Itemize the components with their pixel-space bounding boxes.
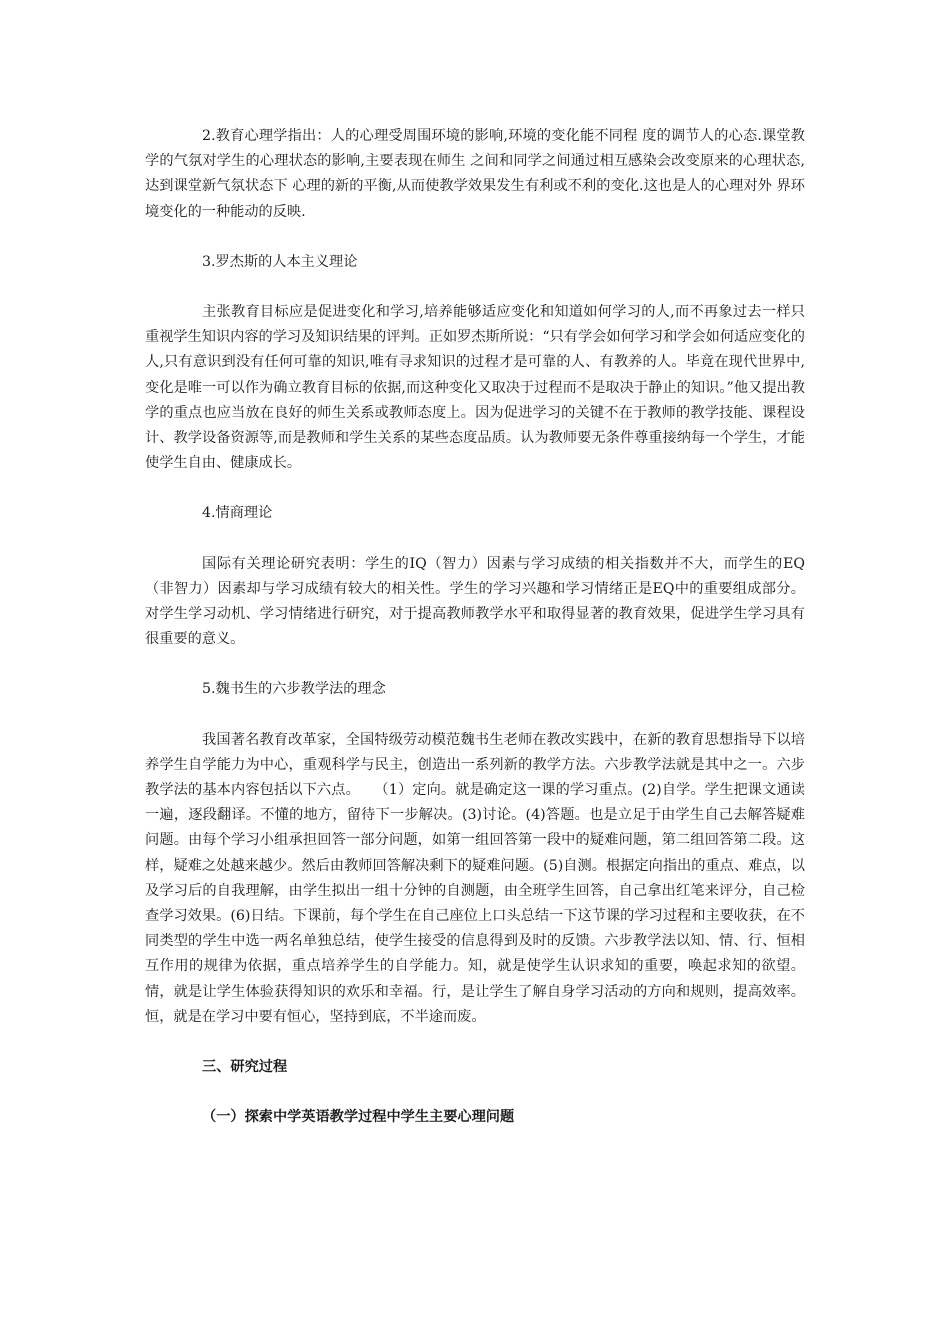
heading-eq-theory: 4.情商理论 [202,505,273,522]
paragraph-educational-psychology: 2.教育心理学指出：人的心理受周围环境的影响,环境的变化能不同程 度的调节人的心态.课堂教学的气氛对学生的心理状态的影响,主要表现在师生 之间和同学之间通过相互感染会改变原来的心理状态, 达到课堂新气氛状态下 心理的新的平衡,从而使教学效果发生有利或不利的变化.这也是人的心理对外 界环境变化的一种能动的反映. [145,128,805,220]
paragraph-six-step-method: 我国著名教育改革家，全国特级劳动模范魏书生老师在教改实践中，在新的教育思想指导下以培养学生自学能力为中心，重观科学与民主，创造出一系列新的教学方法。六步教学法就是其中之一。六步教学法的基本内容包括以下六点。 （1）定向。就是确定这一课的学习重点。(2)自学。学生把课文通读一遍，逐段翻译。不懂的地方，留待下一步解决。(3)讨论。(4)答题。也是立足于由学生自己去解答疑难问题。由每个学习小组承担回答一部分问题，如第一组回答第一段中的疑难问题，第二组回答第二段。这样，疑难之处越来越少。然后由教师回答解决剩下的疑难问题。(5)自测。根据定向指出的重点、难点，以及学习后的自我理解，由学生拟出一组十分钟的自测题，由全班学生回答，自己拿出红笔来评分，自己检查学习效果。(6)日结。下课前，每个学生在自己座位上口头总结一下这节课的学习过程和主要收获，在不同类型的学生中选一两名单独总结，使学生接受的信息得到及时的反馈。六步教学法以知、情、行、恒相互作用的规律为依据，重点培养学生的自学能力。知，就是使学生认识求知的重要，唤起求知的欲望。情，就是让学生体验获得知识的欢乐和幸福。行，是让学生了解自身学习活动的方向和规则，提高效率。恒，就是在学习中要有恒心，坚持到底，不半途而废。 [145,731,805,1025]
heading-six-step-method: 5.魏书生的六步教学法的理念 [202,681,386,698]
paragraph-rogers-theory: 主张教育目标应是促进变化和学习,培养能够适应变化和知道如何学习的人,而不再象过去一样只重视学生知识内容的学习及知识结果的评判。正如罗杰斯所说：“只有学会如何学习和学会如何适应变化的人,只有意识到没有任何可靠的知识,唯有寻求知识的过程才是可靠的人、有教养的人。毕竟在现代世界中,变化是唯一可以作为确立教育目标的依据,而这种变化又取决于过程而不是取决于静止的知识。”他又提出教学的重点也应当放在良好的师生关系或教师态度上。因为促进学习的关键不在于教师的教学技能、课程设计、教学设备资源等,而是教师和学生关系的某些态度品质。认为教师要无条件尊重接纳每一个学生，才能使学生自由、健康成长。 [145,304,805,472]
heading-rogers-theory: 3.罗杰斯的人本主义理论 [202,253,358,270]
paragraph-eq-theory: 国际有关理论研究表明：学生的IQ（智力）因素与学习成绩的相关指数并不大，而学生的EQ（非智力）因素却与学习成绩有较大的相关性。学生的学习兴趣和学习情绪正是EQ中的重要组成部分。对学生学习动机、学习情绪进行研究，对于提高教师教学水平和取得显著的教育效果，促进学生学习具有很重要的意义。 [145,555,805,648]
section-heading-research-process: 三、研究过程 [202,1059,288,1076]
subsection-heading-psych-problems: （一）探索中学英语教学过程中学生主要心理问题 [202,1109,515,1126]
document-body [145,124,805,1156]
